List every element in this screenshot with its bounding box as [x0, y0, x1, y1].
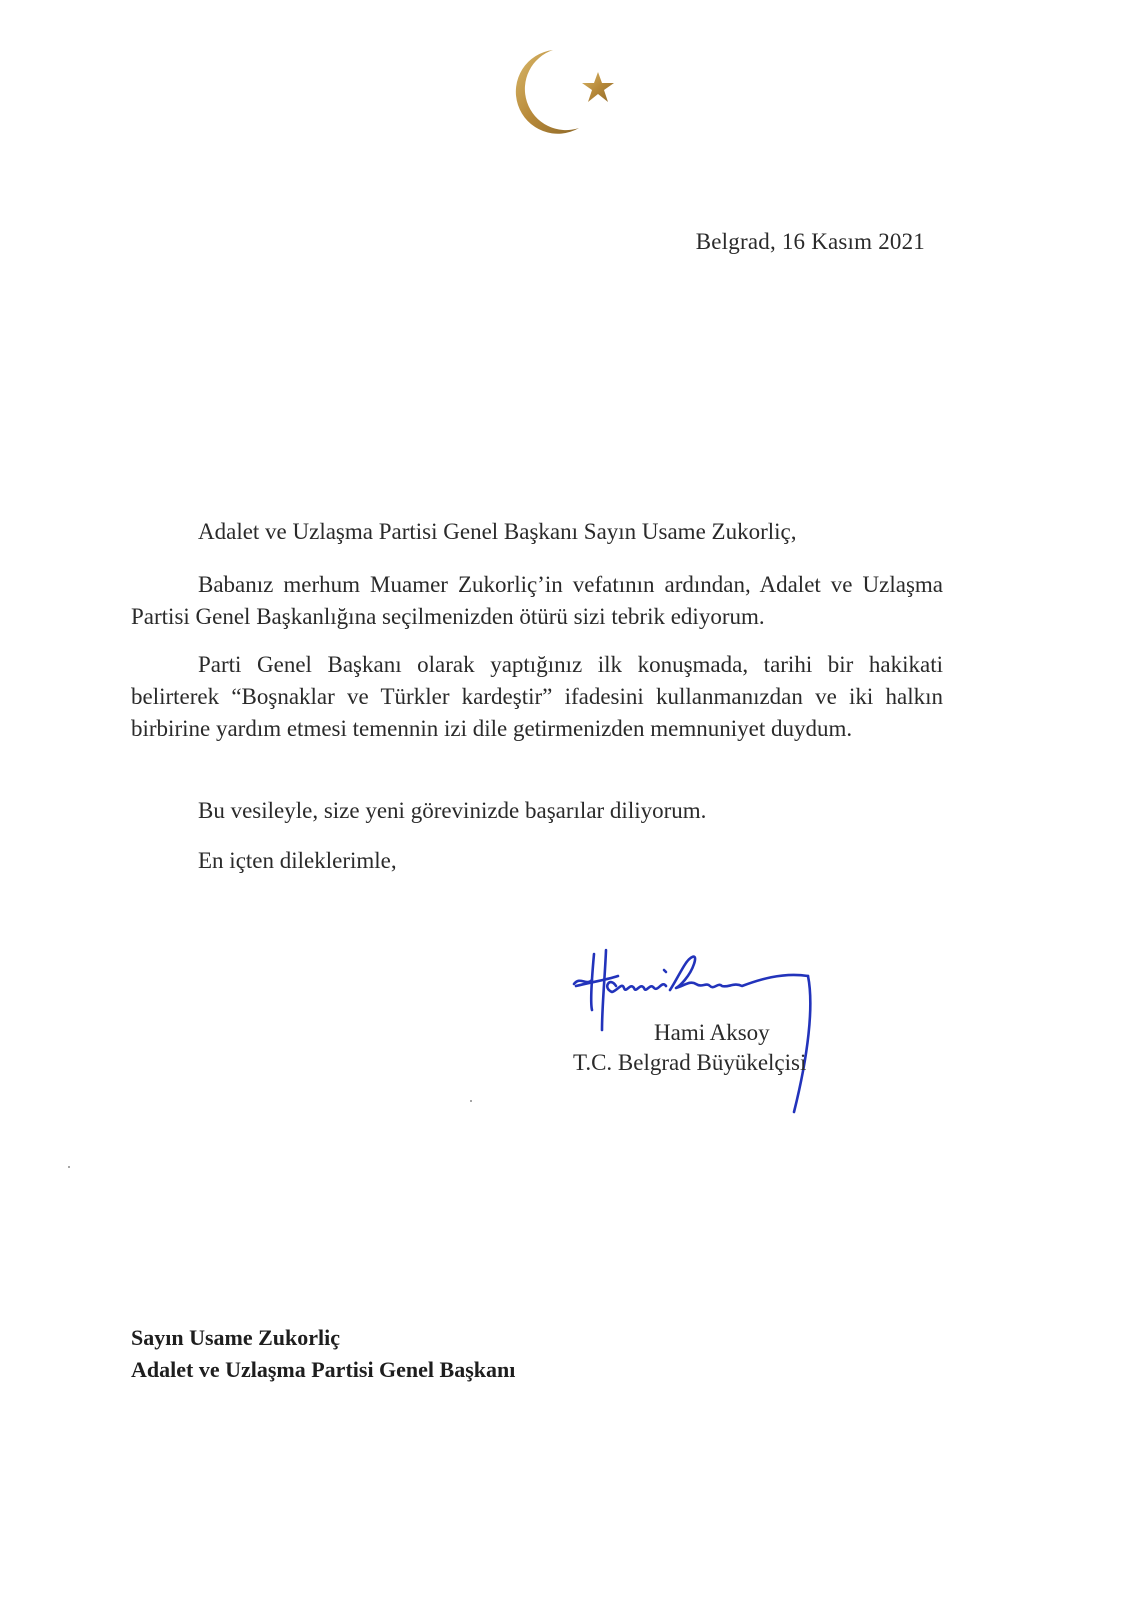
paragraph-closing: En içten dileklerimle,: [198, 848, 397, 873]
recipient-name: Sayın Usame Zukorliç: [131, 1325, 341, 1350]
recipient-block: [131, 1322, 515, 1386]
recipient-title: Adalet ve Uzlaşma Partisi Genel Başkanı: [131, 1357, 516, 1382]
paragraph-congratulation: Babanız merhum Muamer Zukorliç’in vefatının ardından, Adalet ve Uzlaşma Partisi Genel Başkanlığına seçilmenizden ötürü sizi tebrik ediyorum.: [131, 572, 943, 629]
scan-speck: [470, 1100, 472, 1102]
paragraph-speech: Parti Genel Başkanı olarak yaptığınız ilk konuşmada, tarihi bir hakikati belirterek “Boşnaklar ve Türkler kardeştir” ifadesini kullanmanızdan ve iki halkın birbirine yardım etmesi temennin izi dile getirmenizden memnuniyet duydum.: [131, 652, 943, 741]
signer-name: Hami Aksoy: [654, 1020, 770, 1045]
paragraph-wishes: Bu vesileyle, size yeni görevinizde başarılar diliyorum.: [198, 798, 707, 823]
scan-speck: [68, 1166, 70, 1168]
signer-title: T.C. Belgrad Büyükelçisi: [573, 1050, 807, 1075]
letter-salutation: Adalet ve Uzlaşma Partisi Genel Başkanı Sayın Usame Zukorliç,: [198, 519, 797, 544]
letter-date: Belgrad, 16 Kasım 2021: [695, 229, 925, 254]
crescent-star-icon: [505, 46, 623, 136]
